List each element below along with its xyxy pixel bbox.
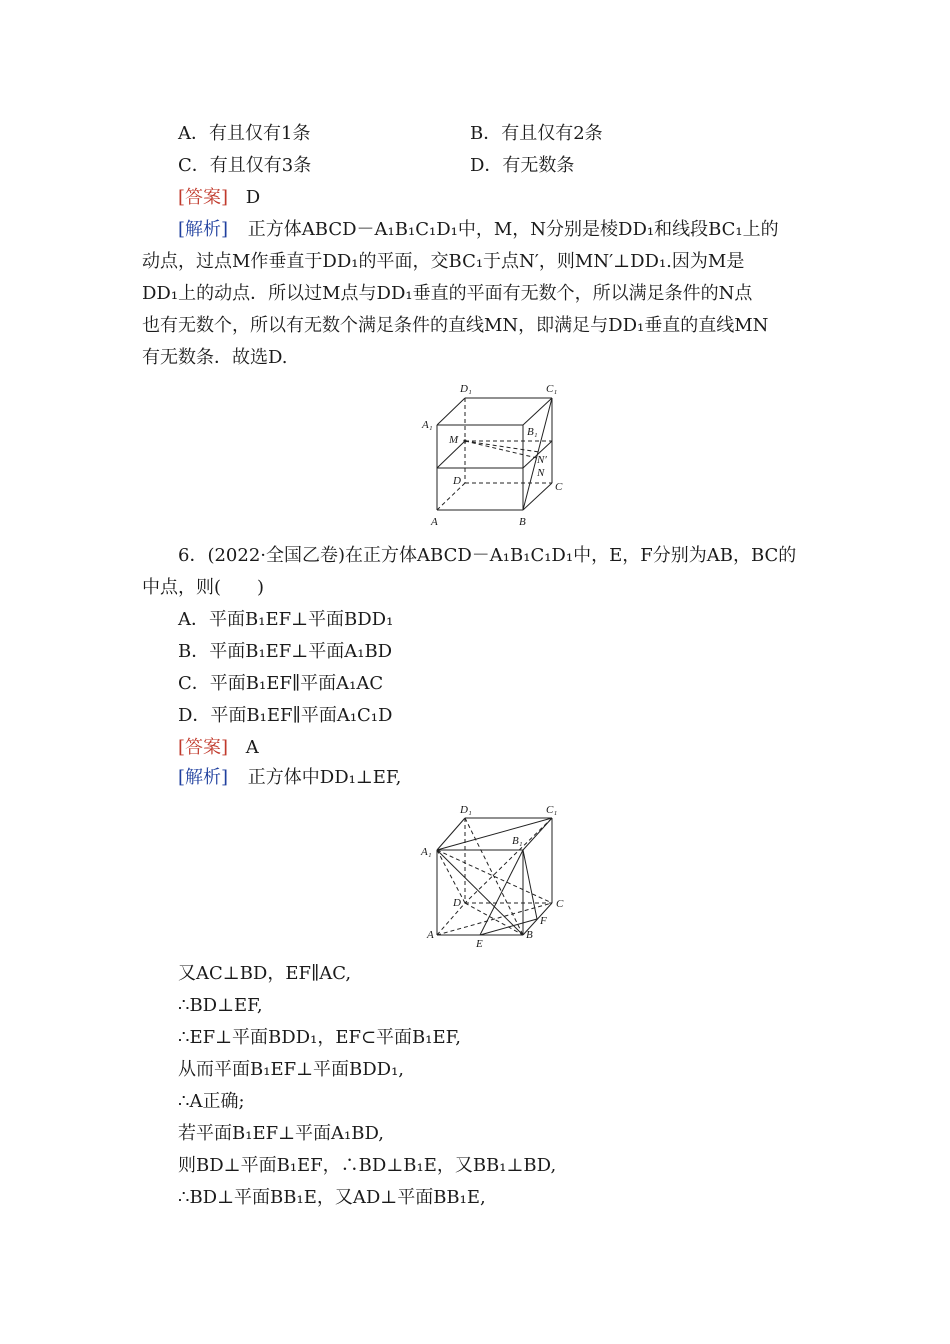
q5-option-a: A．有且仅有1条: [178, 123, 311, 144]
q6-solution-line-1: [解析] 正方体中DD₁⊥EF,: [178, 767, 402, 788]
label-d1: D₁: [460, 804, 472, 816]
label-b1: B₁: [527, 426, 538, 438]
q5-solution-line-5: 有无数条．故选D.: [142, 347, 288, 368]
q5-option-d: D．有无数条: [470, 155, 575, 176]
step-2: ∴BD⊥EF,: [178, 995, 263, 1016]
answer-tag: [答案]: [178, 187, 229, 208]
answer-value: D: [245, 187, 261, 208]
label-c: C: [555, 481, 563, 493]
label-d1: D₁: [460, 383, 472, 395]
label-c1: C₁: [546, 383, 558, 395]
label-c1: C₁: [546, 804, 558, 816]
step-8: ∴BD⊥平面BB₁E，又AD⊥平面BB₁E,: [178, 1187, 486, 1208]
label-d: D: [453, 897, 461, 909]
q6-answer: [178, 736, 259, 760]
step-3: ∴EF⊥平面BDD₁，EF⊂平面B₁EF,: [178, 1027, 462, 1048]
answer-tag: [答案]: [178, 737, 229, 758]
label-n-prime: N′: [537, 454, 547, 466]
label-a: A: [431, 516, 438, 528]
step-5: ∴A正确;: [178, 1091, 245, 1112]
q6-option-a: A．平面B₁EF⊥平面BDD₁: [178, 609, 394, 630]
q5-solution-line-2: 动点，过点M作垂直于DD₁的平面，交BC₁于点N′，则MN′⊥DD₁.因为M是: [142, 251, 745, 272]
q5-solution-line-1: [解析] 正方体ABCD－A₁B₁C₁D₁中，M，N分别是棱DD₁和线段BC₁上的: [178, 219, 779, 240]
label-d: D: [453, 475, 461, 487]
label-a1: A₁: [422, 419, 433, 431]
step-1: 又AC⊥BD，EF∥AC,: [178, 963, 352, 984]
step-4: 从而平面B₁EF⊥平面BDD₁,: [178, 1059, 405, 1080]
q6-option-d: D．平面B₁EF∥平面A₁C₁D: [178, 705, 393, 726]
q6-stem-line-2: 中点，则( ): [142, 577, 265, 598]
label-b1: B₁: [512, 835, 523, 847]
label-f: F: [540, 915, 547, 927]
step-7: 则BD⊥平面B₁EF，∴BD⊥B₁E，又BB₁⊥BD,: [178, 1155, 557, 1176]
label-b: B: [526, 929, 533, 941]
q5-answer: [178, 186, 260, 210]
q6-stem-line-1: 6．(2022·全国乙卷)在正方体ABCD－A₁B₁C₁D₁中，E，F分别为AB，BC的: [178, 545, 797, 566]
step-6: 若平面B₁EF⊥平面A₁BD,: [178, 1123, 384, 1144]
label-c: C: [556, 898, 564, 910]
label-b: B: [519, 516, 526, 528]
q6-option-b: B．平面B₁EF⊥平面A₁BD: [178, 641, 393, 662]
q5-option-c: C．有且仅有3条: [178, 155, 312, 176]
label-e: E: [476, 938, 483, 950]
label-n: N: [537, 467, 545, 479]
label-a1: A₁: [421, 846, 432, 858]
solution-tag: [解析]: [178, 219, 229, 240]
q5-option-b: B．有且仅有2条: [470, 123, 603, 144]
q6-option-c: C．平面B₁EF∥平面A₁AC: [178, 673, 384, 694]
label-m: M: [449, 434, 459, 446]
cube-figure-1: [415, 380, 575, 532]
q5-solution-line-4: 也有无数个，所以有无数个满足条件的直线MN，即满足与DD₁垂直的直线MN: [142, 315, 769, 336]
q5-solution-line-3: DD₁上的动点．所以过M点与DD₁垂直的平面有无数个，所以满足条件的N点: [142, 283, 753, 304]
answer-value: A: [245, 737, 259, 758]
label-a: A: [427, 929, 434, 941]
solution-tag: [解析]: [178, 767, 229, 788]
cube-figure-2: [415, 800, 575, 952]
